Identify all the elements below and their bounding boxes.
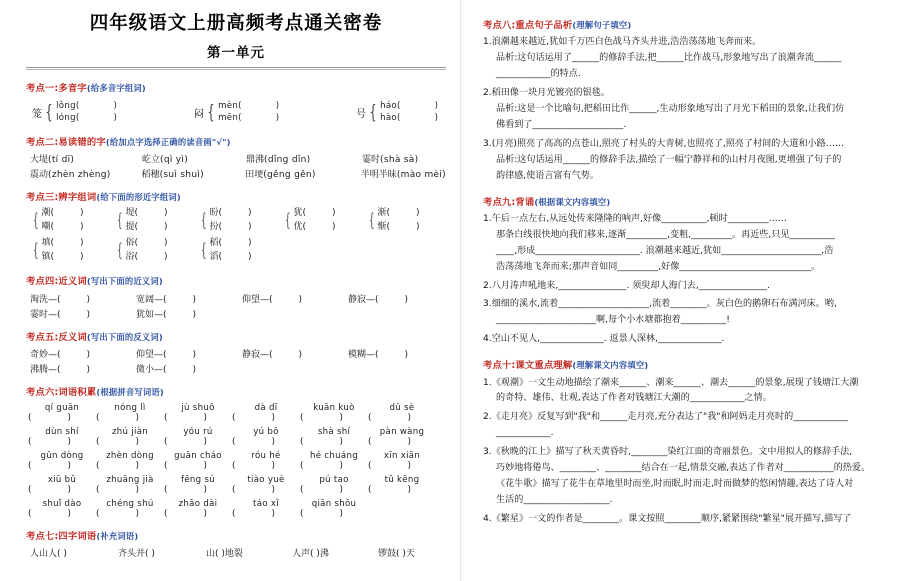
comprehension-line[interactable]: 《花牛歌》描写了花牛在草地里时而坐,时而眠,时而走,时而做梦的悠闲情趣,表达了诗人对	[496, 479, 854, 490]
pinyin-answer-box[interactable]: ( )	[300, 412, 344, 423]
duoyinzi-item	[32, 100, 172, 125]
pinyin-answer-box[interactable]: ( )	[232, 436, 276, 447]
pinyin-label: yú bō	[253, 426, 279, 437]
section-hint: (写出下面的近义词)	[86, 276, 163, 287]
question-sentence: 1.浪潮越来越近,犹如千万匹白色战马齐头并进,浩浩荡荡地飞奔而来。	[483, 37, 762, 48]
brace-icon: {	[116, 210, 123, 232]
pinyin-answer-row	[28, 413, 446, 423]
bianzi-cell[interactable]: 堤( )	[125, 208, 168, 219]
pinyin-answer-box[interactable]: ( )	[368, 460, 412, 471]
pinyin-answer-box[interactable]: ( )	[164, 460, 208, 471]
comprehension-line[interactable]: 3.《秋晚的江上》描写了秋天黄昏时,________染红江面的奇丽景色。文中用拟人的修辞手法,	[483, 447, 853, 458]
comprehension-line[interactable]: 巧妙地将倦鸟、________、________结合在一起,情景交融,表达了作者对___________的热爱。	[496, 463, 871, 474]
pinyin-label: shuǐ dào	[42, 498, 82, 509]
pinyin-answer-box[interactable]: ( )	[232, 460, 276, 471]
recite-line[interactable]: 1.午后一点左右,从远处传来隆隆的响声,好像__________,顿时_________……	[483, 213, 787, 224]
recite-line[interactable]: 4.空山不见人,______________. 返景人深林,______________.	[483, 334, 725, 345]
pinyin-answer-box[interactable]: ( )	[232, 484, 276, 495]
fanyici-item[interactable]: 沸腾—( )	[30, 365, 91, 376]
pinyin-label: zhuāng jià	[106, 474, 154, 485]
bianzi-cell[interactable]: 提( )	[125, 221, 168, 232]
section-title: 考点九:背诵	[483, 196, 535, 208]
pinyin-label: gǔn dòng	[40, 450, 84, 461]
bianzi-group	[198, 207, 282, 234]
pinyin-label: zhāo dài	[178, 498, 218, 509]
pinyin-answer-box[interactable]: ( )	[96, 508, 140, 519]
pinyin-label-row	[28, 403, 446, 413]
section-heading-kd9	[483, 191, 903, 209]
duoyinzi-reading[interactable]: mēn( )	[218, 113, 280, 124]
pinyin-answer-box[interactable]: ( )	[96, 460, 140, 471]
bianzi-group	[282, 207, 366, 234]
section-title: 考点一:多音字	[26, 83, 87, 95]
sizi-row	[30, 546, 446, 559]
bianzi-cell[interactable]: 俗( )	[125, 238, 168, 249]
section-heading-kd1	[26, 77, 446, 95]
pinyin-answer-box[interactable]: ( )	[300, 508, 344, 519]
recite-line[interactable]: 2.八月涛声吼地来,_______________. 须臾却人海门去,_______________.	[483, 280, 770, 291]
pinyin-label: tiào yuè	[247, 474, 285, 485]
bianzi-cell[interactable]: 惭( )	[377, 221, 420, 232]
duoyinzi-reading[interactable]: mèn( )	[218, 100, 280, 111]
yidu-item[interactable]: 屹立(qì yì)	[142, 155, 189, 166]
brace-icon: {	[200, 240, 207, 262]
duoyinzi-reading[interactable]: hào( )	[380, 113, 439, 124]
yidu-item[interactable]: 霎时(shà sà)	[362, 155, 419, 166]
bianzi-cell[interactable]: 优( )	[293, 221, 336, 232]
jinyici-item[interactable]: 犹如—( )	[136, 309, 197, 320]
pinyin-answer-box[interactable]: ( )	[164, 412, 208, 423]
pinyin-write-row	[28, 475, 446, 495]
pinyin-label: chéng shú	[106, 498, 154, 509]
comprehension-line[interactable]: 的奇特、雄伟、壮观,表达了作者对钱塘江大潮的____________之情。	[496, 393, 772, 404]
question-sentence: 3.(月亮)照亮了高高的点苍山,照亮了村头的大青树,也照亮了,照亮了村间的大道和小路……	[483, 138, 844, 149]
fanyici-row	[30, 347, 446, 360]
comprehension-item	[483, 512, 903, 528]
pinyin-answer-box[interactable]: ( )	[28, 460, 72, 471]
pinyin-label: pàn wàng	[379, 426, 425, 437]
section-heading-kd4	[26, 270, 446, 288]
recite-line[interactable]: 3.细细的溪水,流着____________________,流着________。灰白色的鹅卵石布满河床。哟,	[483, 299, 837, 310]
section-heading-kd7	[26, 525, 446, 543]
bianzi-group	[114, 207, 198, 234]
question-analysis[interactable]: ____________的特点.	[496, 69, 581, 80]
section-heading-kd5	[26, 326, 446, 344]
sizi-item[interactable]: 齐头并( )	[118, 548, 155, 559]
pinyin-label: dǔ sè	[389, 402, 415, 413]
pinyin-answer-row	[28, 509, 446, 519]
pinyin-label: dà dī	[254, 402, 278, 413]
question-item	[483, 35, 903, 83]
duoyinzi-char: 号	[356, 108, 366, 120]
duoyinzi-item	[356, 100, 438, 125]
yidu-item[interactable]: 稻穗(suì shuì)	[141, 170, 204, 181]
pinyin-label: shà shí	[317, 426, 351, 437]
pinyin-answer-box[interactable]: ( )	[28, 508, 72, 519]
bianzi-cell[interactable]: 滔( )	[209, 251, 252, 262]
jinyici-item[interactable]: 淘洗—( )	[30, 294, 91, 305]
fanyici-row	[30, 362, 446, 375]
yidu-item[interactable]: 田埂(gěng gěn)	[245, 170, 316, 181]
comprehension-line[interactable]: 生活的___________________.	[496, 494, 613, 505]
pinyin-write-row	[28, 499, 446, 519]
pinyin-label: nóng lì	[114, 402, 146, 413]
jinyici-item[interactable]: 霎时—( )	[30, 309, 91, 320]
yidu-item[interactable]: 大堤(tí dī)	[30, 155, 75, 166]
question-item	[483, 86, 903, 134]
section-title: 考点十:课文重点理解	[483, 360, 573, 372]
section-title: 考点三:辨字组词	[26, 192, 97, 204]
pinyin-answer-box[interactable]: ( )	[368, 412, 412, 423]
yidu-item[interactable]: 震动(zhèn zhèng)	[30, 170, 111, 181]
bianzi-group	[114, 237, 198, 264]
pinyin-label: dùn shí	[45, 426, 79, 437]
pinyin-answer-box[interactable]: ( )	[164, 436, 208, 447]
section-heading-kd2	[26, 131, 446, 149]
pinyin-write-row	[28, 451, 446, 471]
yidu-row	[30, 167, 446, 180]
comprehension-line[interactable]: 2.《走月亮》反复写到"我"和______走月亮,充分表达了"我"和阿妈走月亮时的____________	[483, 412, 848, 423]
pinyin-write-row	[28, 427, 446, 447]
comprehension-item	[483, 410, 903, 442]
bianzi-cell[interactable]: 渐( )	[377, 208, 420, 219]
bianzi-cell[interactable]: 盼( )	[209, 208, 252, 219]
recite-item	[483, 212, 903, 276]
pinyin-answer-row	[28, 485, 446, 495]
pinyin-answer-box[interactable]: ( )	[300, 484, 344, 495]
bianzi-cell[interactable]: 潮( )	[41, 208, 84, 219]
pinyin-write-row	[28, 403, 446, 423]
pinyin-answer-box[interactable]: ( )	[232, 412, 276, 423]
fanyici-item[interactable]: 微小—( )	[136, 365, 197, 376]
recite-line[interactable]: ______________________啊,每个小水塘都抱着__________!	[496, 315, 730, 326]
yidu-item[interactable]: 半明半昧(mào mèi)	[360, 170, 446, 181]
sizi-item[interactable]: 山( )地裂	[206, 548, 243, 559]
pinyin-answer-box[interactable]: ( )	[300, 460, 344, 471]
recite-line[interactable]: 那条白线很快地向我们移来,逐渐_________,变粗,_________。再近些,只见__________	[496, 229, 835, 240]
pinyin-answer-box[interactable]: ( )	[300, 436, 344, 447]
duoyinzi-item	[194, 100, 334, 125]
pinyin-label-row	[28, 427, 446, 437]
bianzi-cell[interactable]: 稻( )	[209, 238, 252, 249]
section-hint: (理解句子填空)	[572, 20, 632, 30]
jinyici-row	[30, 307, 446, 320]
recite-item	[483, 332, 903, 348]
section-heading-kd8	[483, 14, 903, 32]
page-subtitle: 第一单元	[207, 45, 265, 62]
recite-item	[483, 279, 903, 295]
bianzi-cell[interactable]: 浴( )	[125, 251, 168, 262]
pinyin-label: qiān shǒu	[311, 498, 357, 509]
yidu-row	[30, 152, 446, 165]
pinyin-label: kuān kuò	[313, 402, 355, 413]
brace-icon: {	[369, 100, 377, 123]
pinyin-label: tǔ kēng	[384, 474, 420, 485]
jinyici-row	[30, 292, 446, 305]
duoyinzi-char: 闷	[194, 108, 204, 120]
brace-icon: {	[116, 240, 123, 262]
pinyin-label-row	[28, 499, 446, 509]
fanyici-item[interactable]: 奇妙—( )	[30, 350, 91, 361]
fanyici-item[interactable]: 静寂—( )	[242, 350, 303, 361]
comprehension-line[interactable]: 1.《观潮》一文生动地描绘了潮来______、潮来______、潮去______的景象,展现了钱塘江大潮	[483, 377, 859, 388]
duoyinzi-reading[interactable]: háo( )	[380, 100, 439, 111]
question-analysis[interactable]: 韵律感,使语言富有气势。	[496, 170, 599, 181]
recite-line[interactable]: ____,形成_______________________. 浪潮越来越近,犹如______________________,浩	[496, 245, 834, 256]
pinyin-label: guān cháo	[174, 450, 222, 461]
section-hint: (给多音字组词)	[86, 83, 146, 94]
comprehension-line[interactable]: ____________.	[496, 428, 554, 439]
brace-icon: {	[284, 210, 291, 232]
section-title: 考点六:词语积累	[26, 387, 97, 399]
brace-icon: {	[45, 100, 53, 123]
section-heading-kd10	[483, 354, 903, 372]
jinyici-item[interactable]: 宽阔—( )	[136, 294, 197, 305]
bianzi-cell[interactable]: 嘲( )	[41, 221, 84, 232]
question-item	[483, 137, 903, 185]
pinyin-answer-box[interactable]: ( )	[164, 484, 208, 495]
pinyin-label: zhú jiàn	[111, 426, 149, 437]
brace-icon: {	[200, 210, 207, 232]
sizi-item[interactable]: 人山人( )	[30, 548, 67, 559]
brace-icon: {	[32, 240, 39, 262]
pinyin-answer-box[interactable]: ( )	[232, 508, 276, 519]
bianzi-cell[interactable]: 镇( )	[41, 251, 84, 262]
fanyici-item[interactable]: 模糊—( )	[348, 350, 409, 361]
bianzi-group	[366, 207, 419, 234]
brace-icon: {	[207, 100, 215, 123]
section-hint: (根据课文内容填空)	[534, 196, 611, 207]
section-hint: (补充词语)	[96, 530, 139, 541]
pinyin-label: pú tao	[319, 474, 349, 485]
comprehension-item	[483, 376, 903, 408]
pinyin-label: yóu rú	[183, 426, 213, 437]
sizi-item[interactable]: 人声( )沸	[292, 548, 329, 559]
page-right	[460, 0, 919, 581]
duoyinzi-reading[interactable]: lóng( )	[56, 113, 118, 124]
pinyin-answer-box[interactable]: ( )	[28, 412, 72, 423]
pinyin-label: fēng sú	[181, 474, 215, 485]
pinyin-answer-box[interactable]: ( )	[28, 484, 72, 495]
pinyin-label: xiū bǔ	[47, 474, 77, 485]
pinyin-answer-box[interactable]: ( )	[96, 484, 140, 495]
question-analysis[interactable]: 品析:这是一个比喻句,把稻田比作______,生动形象地写出了月光下稻田的景象,让我们仿	[496, 104, 845, 115]
pinyin-label-row	[28, 451, 446, 461]
question-sentence: 2.稻田像一块月光镀亮的银毯。	[483, 88, 610, 99]
jinyici-item[interactable]: 仰望—( )	[242, 294, 303, 305]
pinyin-label: róu hé	[251, 450, 281, 461]
brace-icon: {	[368, 210, 375, 232]
bianzi-cell[interactable]: 犹( )	[293, 208, 336, 219]
pinyin-label: táo xǐ	[253, 498, 279, 509]
bianzi-group	[30, 207, 114, 234]
pinyin-answer-row	[28, 461, 446, 471]
pinyin-label: qí guān	[44, 402, 80, 413]
brace-icon: {	[32, 210, 39, 232]
section-hint: (写出下面的反义词)	[86, 331, 163, 342]
question-analysis[interactable]: 品析:这句话运用了______的修辞手法,把______比作战马,形象地写出了浪潮奔流______	[496, 53, 842, 64]
pinyin-label: zhèn dòng	[106, 450, 154, 461]
section-heading-kd6	[26, 381, 446, 399]
section-title: 考点二:易读错的字	[26, 136, 106, 148]
section-hint: (给加点字选择正确的读音画"√")	[105, 136, 231, 147]
yidu-item[interactable]: 鼎沸(dǐng dǐn)	[246, 155, 311, 166]
bianzi-group	[30, 237, 114, 264]
recite-line[interactable]: 浩荡荡地飞奔而来;那声音如同_________,好像_____________________________。	[496, 261, 821, 272]
section-title: 考点七:四字词语	[26, 530, 97, 542]
duoyinzi-reading[interactable]: lǒng( )	[56, 100, 118, 111]
jinyici-item[interactable]: 静寂—( )	[348, 294, 409, 305]
pinyin-label: xīn xiān	[383, 450, 421, 461]
pinyin-label: hé chuáng	[310, 450, 358, 461]
pinyin-label-row	[28, 475, 446, 485]
recite-item	[483, 297, 903, 329]
page-title: 四年级语文上册高频考点通关密卷	[89, 13, 383, 34]
bianzi-cell[interactable]: 扮( )	[209, 221, 252, 232]
pinyin-answer-box[interactable]: ( )	[96, 436, 140, 447]
sizi-item[interactable]: 锣鼓( )天	[378, 548, 415, 559]
pinyin-answer-row	[28, 437, 446, 447]
section-hint: (给下面的形近字组词)	[96, 192, 181, 203]
pinyin-answer-box[interactable]: ( )	[96, 412, 140, 423]
section-heading-kd3	[26, 186, 446, 204]
question-analysis[interactable]: 佛看到了____________________.	[496, 119, 627, 130]
pinyin-answer-box[interactable]: ( )	[368, 436, 412, 447]
section-title: 考点四:近义词	[26, 276, 87, 288]
duoyinzi-char: 笼	[32, 108, 42, 120]
bianzi-row	[30, 207, 446, 234]
fanyici-item[interactable]: 仰望—( )	[136, 350, 197, 361]
pinyin-label: jù shuō	[181, 402, 215, 413]
pinyin-writing-block	[28, 403, 446, 519]
pinyin-answer-box[interactable]: ( )	[368, 484, 412, 495]
section-hint: (理解课文内容填空)	[572, 360, 649, 371]
section-title: 考点八:重点句子品析	[483, 20, 573, 31]
duoyinzi-row	[32, 100, 446, 125]
comprehension-line[interactable]: 4.《繁星》一文的作者是________。课文按照________顺序,紧紧围绕"繁星"展开描写,描写了	[483, 513, 852, 524]
bianzi-group	[198, 237, 251, 264]
header-divider	[26, 67, 446, 70]
comprehension-item	[483, 445, 903, 509]
pinyin-answer-box[interactable]: ( )	[28, 436, 72, 447]
section-hint: (根据拼音写词语)	[96, 387, 164, 398]
pinyin-answer-box[interactable]: ( )	[164, 508, 208, 519]
bianzi-cell[interactable]: 填( )	[41, 238, 84, 249]
question-analysis[interactable]: 品析:这句话运用______的修辞手法,描绘了一幅宁静祥和的山村月夜图,更增强了句子的	[496, 154, 842, 165]
bianzi-row	[30, 237, 446, 264]
section-title: 考点五:反义词	[26, 331, 87, 343]
